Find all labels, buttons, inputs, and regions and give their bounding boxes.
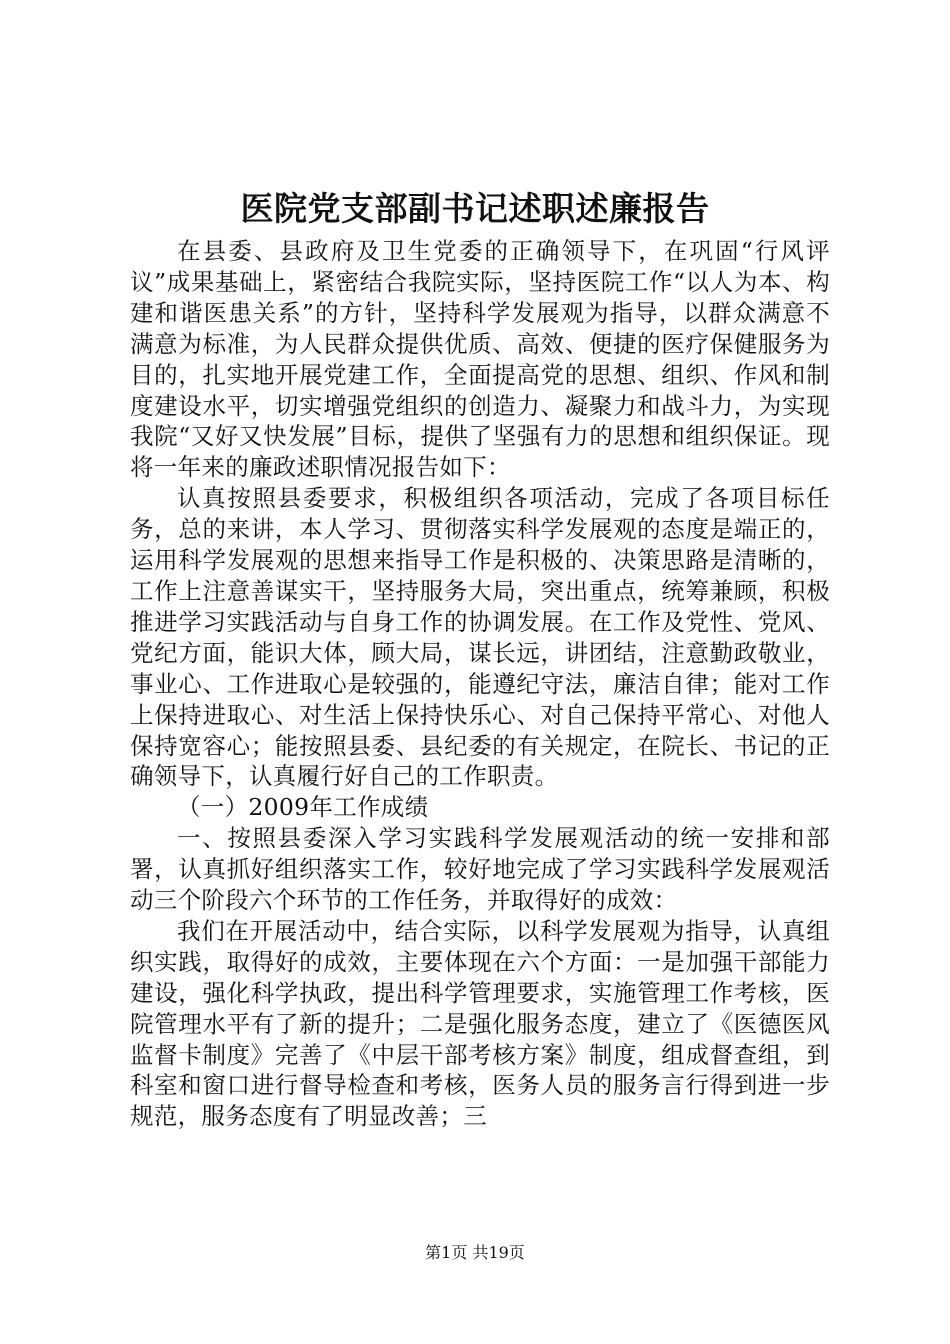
paragraph-six-aspects: 我们在开展活动中，结合实际，以科学发展观为指导，认真组织实践，取得好的成效，主要体现在六个方面：一是加强干部能力建设，强化科学执政，提出科学管理要求，实施管理工作考核，医院管理水平有了新的提升；二是强化服务态度，建立了《医德医风监督卡制度》完善了《中层干部考核方案》制度，组成督查组，到科室和窗口进行督导检查和考核，医务人员的服务言行得到进一步规范，服务态度有了明显改善；三 [130, 916, 830, 1131]
document-body [130, 236, 830, 1132]
section-heading-achievements: （一）2009年工作成绩 [177, 793, 429, 822]
paragraph-item-one: 一、按照县委深入学习实践科学发展观活动的统一安排和部署，认真抓好组织落实工作，较好地完成了学习实践科学发展观活动三个阶段六个环节的工作任务，并取得好的成效： [130, 824, 830, 915]
document-title: 医院党支部副书记述职述廉报告 [240, 189, 710, 228]
paragraph-intro: 在县委、县政府及卫生党委的正确领导下，在巩固“行风评议”成果基础上，紧密结合我院实际，坚持医院工作“以人为本、构建和谐医患关系”的方针，坚持科学发展观为指导，以群众满意不满意为标准，为人民群众提供优质、高效、便捷的医疗保健服务为目的，扎实地开展党建工作，全面提高党的思想、组织、作风和制度建设水平，切实增强党组织的创造力、凝聚力和战斗力，为实现我院“又好又快发展”目标，提供了坚强有力的思想和组织保证。现将一年来的廉政述职情况报告如下： [130, 237, 830, 482]
paragraph-self-assessment: 认真按照县委要求，积极组织各项活动，完成了各项目标任务，总的来讲，本人学习、贯彻落实科学发展观的态度是端正的，运用科学发展观的思想来指导工作是积极的、决策思路是清晰的，工作上注意善谋实干，坚持服务大局，突出重点，统筹兼顾，积极推进学习实践活动与自身工作的协调发展。在工作及党性、党风、党纪方面，能识大体，顾大局，谋长远，讲团结，注意勤政敬业，事业心、工作进取心是较强的，能遵纪守法，廉洁自律；能对工作上保持进取心、对生活上保持快乐心、对自己保持平常心、对他人保持宽容心；能按照县委、县纪委的有关规定，在院长、书记的正确领导下，认真履行好自己的工作职责。 [130, 484, 830, 791]
page-footer: 第1页 共19页 [425, 1243, 525, 1262]
